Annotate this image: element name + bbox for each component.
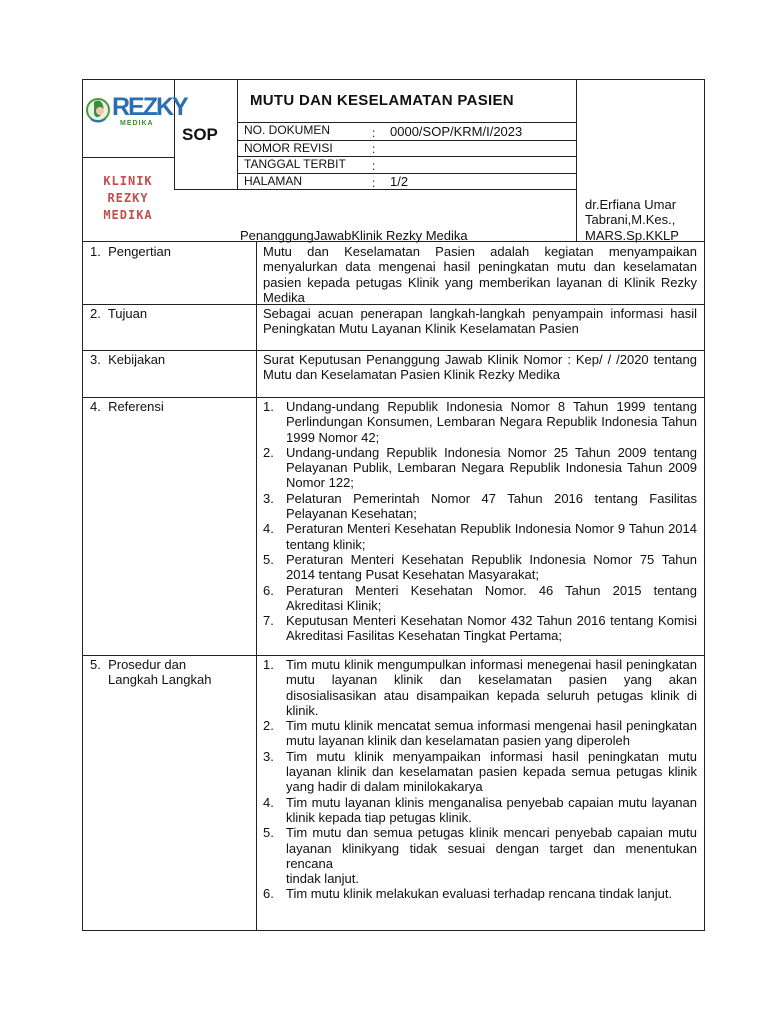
list-item: 2. Undang-undang Republik Indonesia Nomor 25 Tahun 2009 tentang Pelayanan Publik, Lembaran Negara Republik Indonesia Tahun 2009 Nomor 122;: [263, 444, 697, 491]
list-item: 4. Tim mutu layanan klinis menganalisa penyebab capaian mutu layanan klinik kepada tiap petugas klinik.: [263, 794, 697, 825]
field-label-halaman: HALAMAN: [244, 174, 303, 188]
list-item: 6. Tim mutu klinik melakukan evaluasi terhadap rencana tindak lanjut.: [263, 886, 673, 902]
field-label-tanggal-terbit: TANGGAL TERBIT: [244, 157, 346, 171]
list-item: 5. Tim mutu dan semua petugas klinik mencari penyebab capaian mutu layanan klinikyang tidak sesuai dengan target dan menentukan rencana: [263, 825, 697, 871]
field-colon: :: [372, 159, 376, 173]
field-colon: :: [372, 126, 376, 140]
field-value-halaman: 1/2: [390, 174, 409, 189]
list-item: 3. Pelaturan Pemerintah Nomor 47 Tahun 2016 tentang Fasilitas Pelayanan Kesehatan;: [263, 490, 697, 522]
field-label-nomor-revisi: NOMOR REVISI: [244, 141, 333, 155]
logo-text: REZKY: [112, 93, 187, 121]
section-text-pengertian: Mutu dan Keselamatan Pasien adalah kegiatan menyampaikan menyalurkan data mengenai hasil peningkatan mutu dan keselamatan pasien kepada petugas Klinik yang memberikan layanan di Klinik Rezky Medika: [263, 244, 697, 305]
section-text-kebijakan: Surat Keputusan Penanggung Jawab Klinik Nomor : Kep/ / /2020 tentang Mutu dan Keselamatan Pasien Klinik Rezky Medika: [263, 352, 697, 383]
responsible-party: PenanggungJawabKlinik Rezky Medika: [240, 228, 468, 243]
list-item: 1. Tim mutu klinik mengumpulkan informasi menegenai hasil peningkatan mutu layanan klinik dan keselamatan pasien yang akan disosialisasikan atau disampaikan kepada seluruh petugas klinik di klinik.: [263, 657, 697, 718]
clinic-logo: [86, 92, 187, 132]
list-item: 2. Tim mutu klinik mencatat semua informasi mengenai hasil peningkatan mutu layanan klinik dan keselamatan pasien yang diperoleh: [263, 718, 697, 749]
list-item: 4. Peraturan Menteri Kesehatan Republik Indonesia Nomor 9 Tahun 2014 tentang klinik;: [263, 521, 697, 552]
list-item: 1. Undang-undang Republik Indonesia Nomor 8 Tahun 1999 tentang Perlindungan Konsumen, Lembaran Negara Republik Indonesia Tahun 1999 Nomor 42;: [263, 399, 697, 445]
list-item: 3. Tim mutu klinik menyampaikan informasi hasil peningkatan mutu layanan klinik dan keselamatan pasien kepada semua petugas klinik yang hadir di dalam minilokakarya: [263, 748, 697, 795]
signatory-line-1: dr.Erfiana Umar: [585, 197, 677, 212]
section-label-prosedur: 5. Prosedur dan Langkah Langkah: [90, 657, 212, 688]
section-label-referensi: 4. Referensi: [90, 399, 164, 414]
field-label-no-dokumen: NO. DOKUMEN: [244, 123, 331, 137]
signatory-line-2: Tabrani,M.Kes.,: [585, 212, 676, 227]
clinic-name-line-3: MEDIKA: [103, 208, 153, 222]
prosedur-list: [263, 657, 697, 902]
clinic-name-line-1: KLINIK: [103, 174, 153, 188]
list-item: 5. Peraturan Menteri Kesehatan Republik Indonesia Nomor 75 Tahun 2014 tentang Pusat Kesehatan Masyarakat;: [263, 551, 697, 583]
list-item: 7. Keputusan Menteri Kesehatan Nomor 432 Tahun 2016 tentang Komisi Akreditasi Fasilitas Kesehatan Tingkat Pertama;: [263, 613, 697, 644]
field-colon: :: [372, 142, 376, 156]
document-title: MUTU DAN KESELAMATAN PASIEN: [250, 92, 514, 109]
field-value-no-dokumen: 0000/SOP/KRM/I/2023: [390, 124, 523, 139]
list-item: tindak lanjut.: [286, 871, 359, 887]
logo-subtext: MEDIKA: [120, 120, 154, 127]
section-text-tujuan: Sebagai acuan penerapan langkah-langkah penyampain informasi hasil Peningkatan Mutu Layanan Klinik Keselamatan Pasien: [263, 306, 697, 337]
list-item: 6. Peraturan Menteri Kesehatan Nomor. 46 Tahun 2015 tentang Akreditasi Klinik;: [263, 582, 697, 613]
referensi-list: [263, 399, 697, 644]
section-label-kebijakan: 3. Kebijakan: [90, 352, 166, 367]
sop-label: SOP: [182, 125, 218, 144]
section-label-pengertian: 1. Pengertian: [90, 244, 171, 259]
section-label-tujuan: 2. Tujuan: [90, 306, 148, 321]
clinic-name-line-2: REZKY: [107, 191, 149, 205]
signatory-line-3: MARS.Sp.KKLP: [585, 228, 679, 243]
field-colon: :: [372, 176, 376, 190]
